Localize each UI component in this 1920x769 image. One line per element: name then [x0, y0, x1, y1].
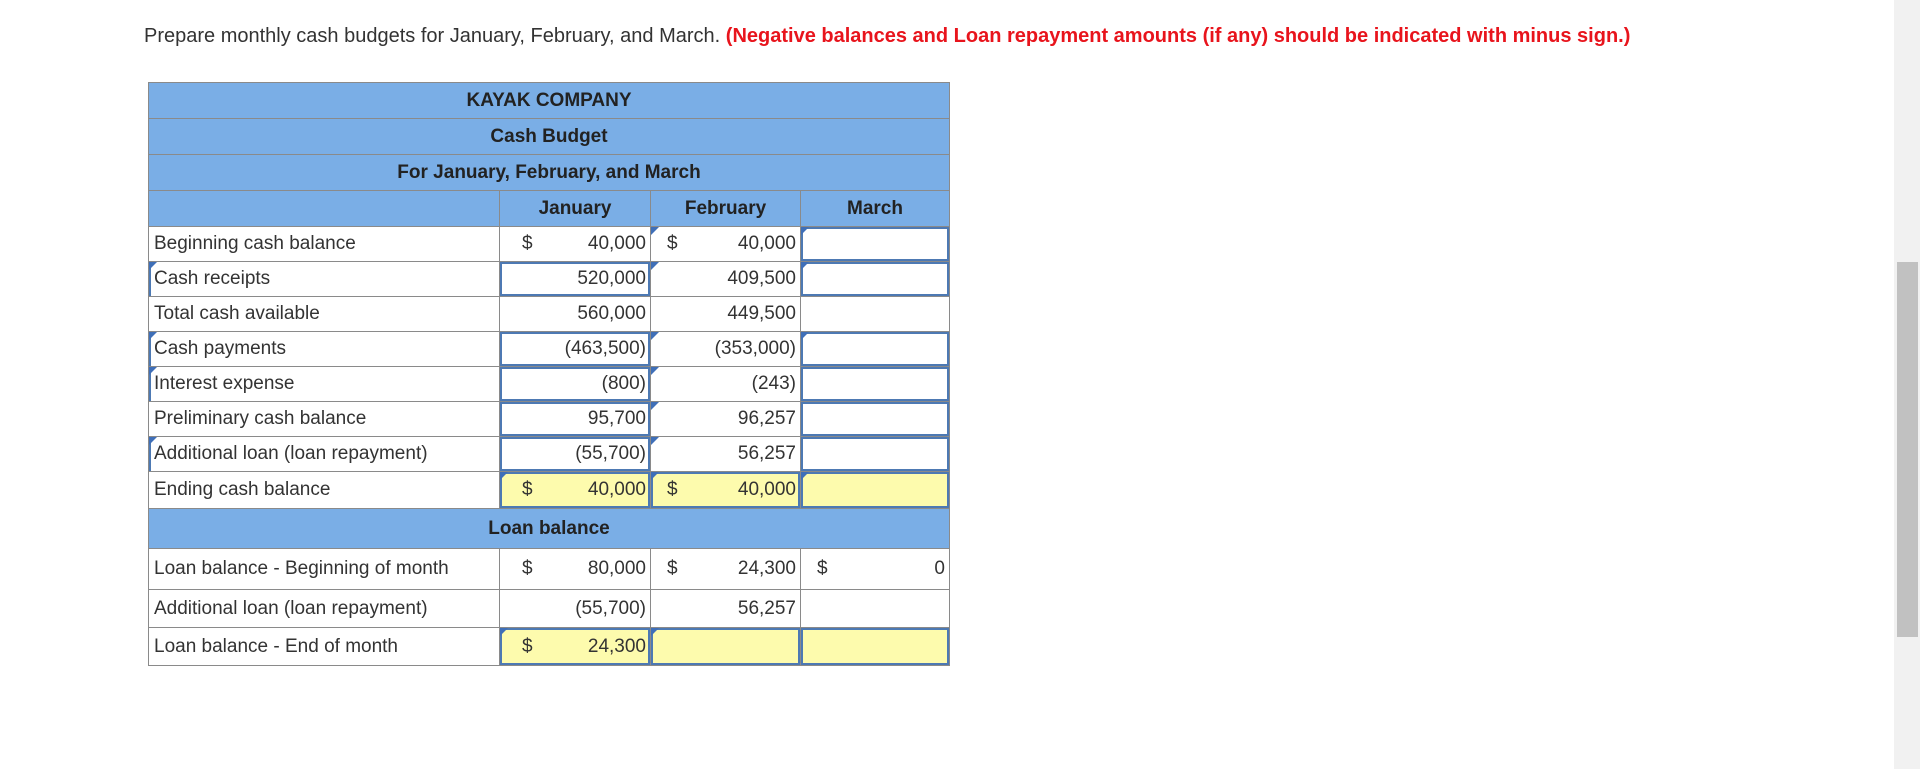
header-blank: [149, 191, 500, 227]
instructions-note: (Negative balances and Loan repayment amounts (if any) should be indicated with minus sign.): [725, 25, 1631, 47]
row-label-loan-additional: Additional loan (loan repayment): [149, 590, 500, 628]
row-label-interest: Interest expense: [149, 367, 500, 402]
row-label-receipts: Cash receipts: [149, 262, 500, 297]
loan-end-feb-input[interactable]: [651, 628, 801, 666]
beginning-jan-value: 40,000: [587, 233, 646, 254]
total-feb-value: 449,500: [727, 303, 796, 324]
loan-jan-input[interactable]: [500, 437, 651, 472]
table-row: [149, 262, 950, 297]
preliminary-jan-value: 95,700: [587, 408, 646, 429]
column-february: February: [651, 191, 801, 227]
loan-end-jan-value: 24,300: [587, 635, 646, 657]
loan-additional-jan-value: (55,700): [575, 597, 646, 619]
row-label-loan-end: Loan balance - End of month: [149, 628, 500, 666]
row-label-preliminary: Preliminary cash balance: [149, 402, 500, 437]
row-label-beginning: Beginning cash balance: [149, 227, 500, 262]
table-row: [149, 332, 950, 367]
payments-feb-value: (353,000): [714, 338, 796, 359]
loan-beginning-feb-value: 24,300: [737, 558, 796, 579]
ending-feb-input[interactable]: [651, 472, 801, 509]
currency-symbol: $: [522, 558, 533, 579]
interest-feb-value: (243): [751, 373, 796, 394]
table-row: [149, 227, 950, 262]
loan-beginning-jan-value: 80,000: [587, 558, 646, 579]
row-label-loan-beginning: Loan balance - Beginning of month: [149, 549, 500, 590]
currency-symbol: $: [817, 558, 828, 579]
receipts-mar-input[interactable]: [801, 262, 950, 297]
row-label-ending: Ending cash balance: [149, 472, 500, 509]
payments-jan-value: (463,500): [564, 338, 646, 359]
loan-balance-title: Loan balance: [149, 509, 950, 549]
table-row: [149, 367, 950, 402]
beginning-mar-input[interactable]: [801, 227, 950, 262]
loan-end-mar-input[interactable]: [801, 628, 950, 666]
preliminary-mar-input[interactable]: [801, 402, 950, 437]
currency-symbol: $: [522, 233, 533, 254]
loan-end-jan-input[interactable]: [500, 628, 651, 666]
currency-symbol: $: [522, 635, 533, 657]
budget-title: Cash Budget: [149, 119, 950, 155]
cash-budget-table: [148, 82, 950, 666]
instructions: [144, 23, 1630, 49]
payments-jan-input[interactable]: [500, 332, 651, 367]
table-row: [149, 297, 950, 332]
row-label-payments: Cash payments: [149, 332, 500, 367]
payments-mar-input[interactable]: [801, 332, 950, 367]
total-mar-cell: [801, 297, 950, 332]
receipts-feb-value: 409,500: [727, 268, 796, 289]
ending-jan-input[interactable]: [500, 472, 651, 509]
loan-feb-value: 56,257: [737, 443, 796, 464]
company-name: KAYAK COMPANY: [149, 83, 950, 119]
scrollbar-thumb[interactable]: [1897, 262, 1918, 637]
interest-mar-input[interactable]: [801, 367, 950, 402]
preliminary-feb-value: 96,257: [737, 408, 796, 429]
currency-symbol: $: [667, 233, 678, 254]
budget-period: For January, February, and March: [149, 155, 950, 191]
ending-jan-value: 40,000: [587, 479, 646, 500]
currency-symbol: $: [667, 479, 678, 500]
interest-jan-input[interactable]: [500, 367, 651, 402]
loan-additional-feb-value: 56,257: [737, 597, 796, 619]
beginning-feb-value: 40,000: [737, 233, 796, 254]
loan-beginning-mar-value: 0: [934, 558, 945, 579]
table-row: [149, 590, 950, 628]
currency-symbol: $: [522, 479, 533, 500]
currency-symbol: $: [667, 558, 678, 579]
total-jan-value: 560,000: [577, 303, 646, 324]
ending-feb-value: 40,000: [737, 479, 796, 500]
table-row: [149, 549, 950, 590]
loan-mar-input[interactable]: [801, 437, 950, 472]
ending-mar-input[interactable]: [801, 472, 950, 509]
column-january: January: [500, 191, 651, 227]
interest-jan-value: (800): [601, 373, 646, 394]
table-row: [149, 437, 950, 472]
row-label-total: Total cash available: [149, 297, 500, 332]
preliminary-jan-input[interactable]: [500, 402, 651, 437]
instructions-text: Prepare monthly cash budgets for January, February, and March.: [144, 25, 721, 47]
receipts-jan-value: 520,000: [577, 268, 646, 289]
receipts-jan-input[interactable]: [500, 262, 651, 297]
table-row: [149, 402, 950, 437]
loan-jan-value: (55,700): [575, 443, 646, 464]
column-march: March: [801, 191, 950, 227]
table-row: [149, 628, 950, 666]
row-label-loan: Additional loan (loan repayment): [149, 437, 500, 472]
table-row: [149, 472, 950, 509]
